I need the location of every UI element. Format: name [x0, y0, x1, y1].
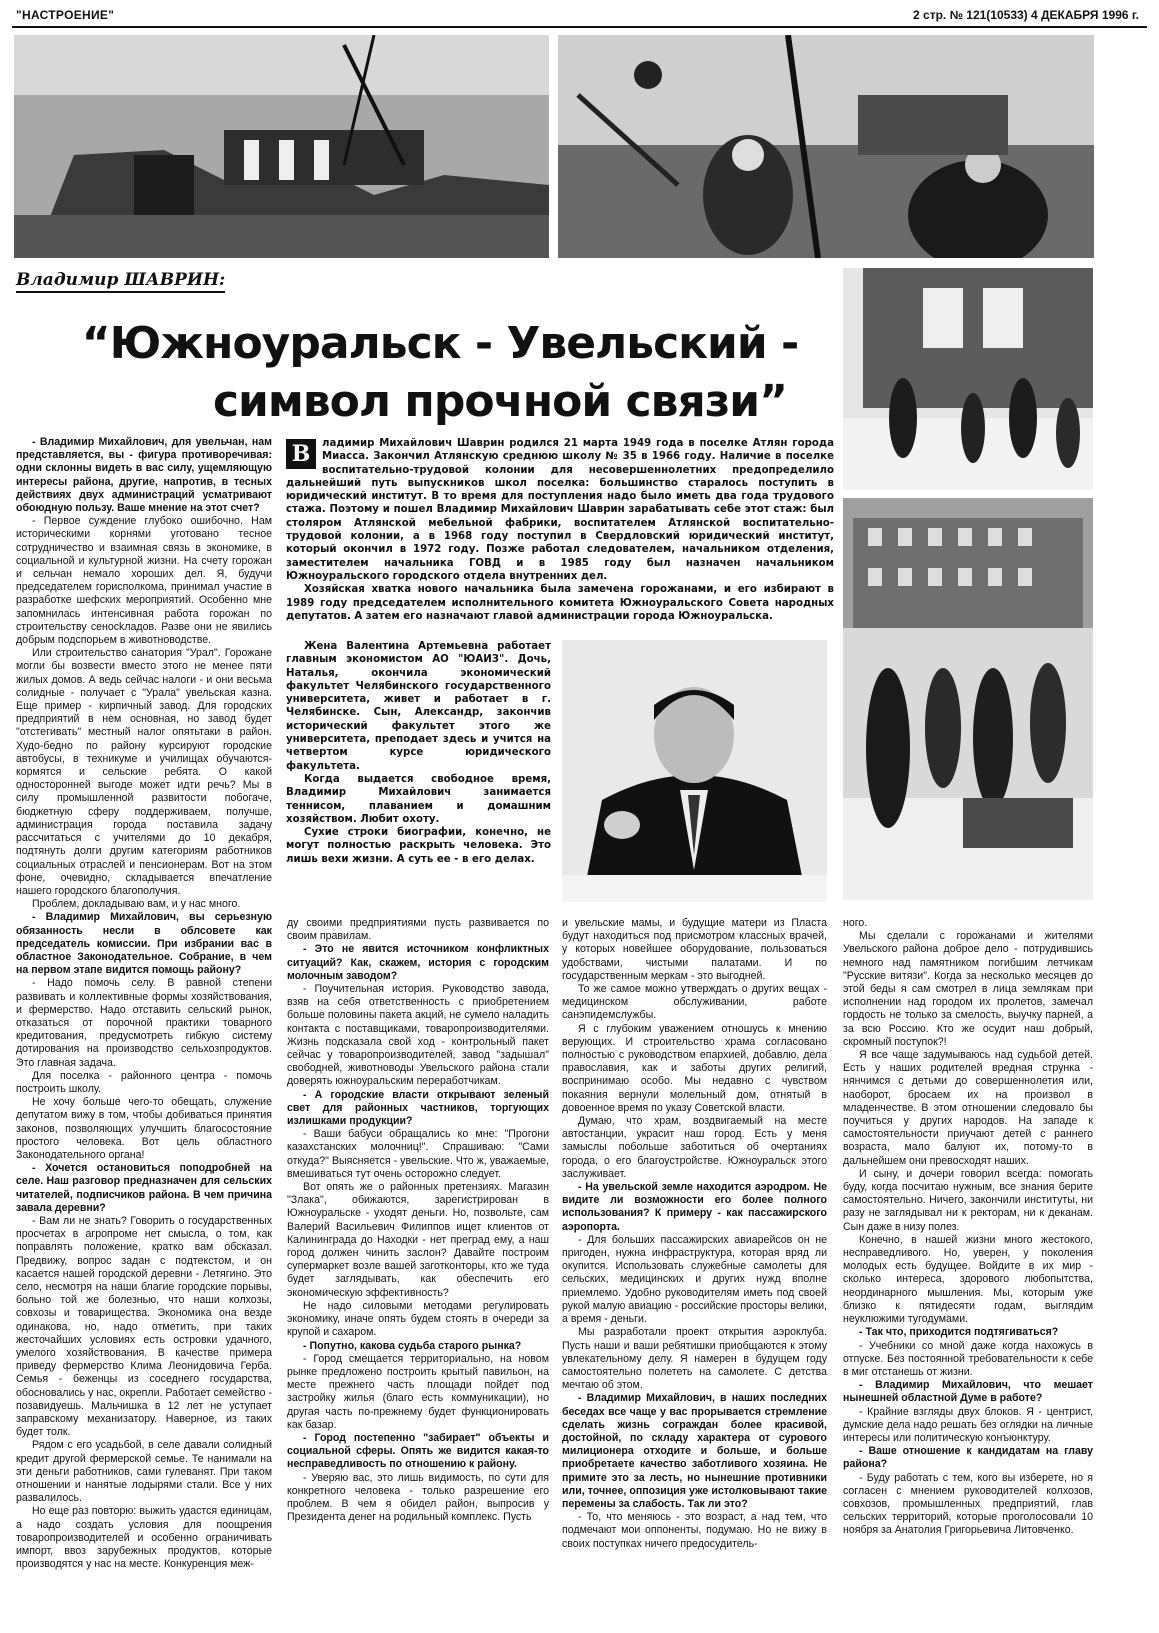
author-byline: Владимир ШАВРИН:: [16, 270, 225, 293]
header-rule: [12, 26, 1147, 28]
answer: Или строительство санатория "Урал". Горожане могли бы возвести вместо этого не менее пяти жилых домов. А ведь сейчас налоги - и они весьма солидные - получает с "Урала" увельская казна. Еще пример - кирпичный завод. Для городских предприятий в нем основная, но завод будет "отстегивать" местный налог опятьтаки в район. Худо-бедно по району курсируют городские автобусы, в техникуме и училищах обучаются-кормятся и сельские ребята. О какой односторонней выгоде может идти речь? Мы в силу промышленной развитости побогаче, бюджетную сферу поддерживаем, получше, администрация города поставила задачу рассчитаться с учителями до 10 декабря, подтянуть долги другим категориям работников социальных отраслей и пенсионерам. Вот на этом фоне, очевидно, складывается впечатление нашего городского благополучия.: [16, 647, 272, 897]
bio-block: [286, 437, 834, 633]
answer: Я все чаще задумываюсь над судьбой детей. Есть у наших родителей вредная струнка - нянчимся с детьми до совершеннолетия или, наоборот, бросаем их на произвол в младенчестве. В этом отношении следовало бы поучиться у других народов. На западе к самостоятельности приучают детей с раннего возраста, мало балуют их, потому-то в дальнейшем они превосходят наших.: [843, 1049, 1093, 1167]
answer: Рядом с его усадьбой, в селе давали солидный кредит другой фермерской семье. Те нанимали на эти деньги работников, сами гулеванят. При таком отношении и нанятые лодырями стали. Все у них развалилось.: [16, 1439, 272, 1505]
section-title: "НАСТРОЕНИЕ": [16, 8, 115, 22]
answer: Не надо силовыми методами регулировать экономику, иначе опять будем стоять в очереди за крупой и сахаром.: [287, 1299, 549, 1339]
text-column-1: [16, 436, 272, 1616]
answer: Проблем, докладываю вам, и у нас много.: [32, 898, 241, 911]
question: - Попутно, какова судьба старого рынка?: [303, 1339, 522, 1352]
photo-portrait: [562, 640, 827, 902]
answer: Мы сделали с горожанами и жителями Увельского района доброе дело - потрудившись немного над памятником погибшим летчикам "Русские витязи". Когда за несколько месяцев до этой беды я сам смотрел в лица землякам при исполнении над городом их пролетов, замечал гордость не только за смелость, выучку парней, а за всю Россию. Кто же осудит наш добрый, скромный поступок?!: [843, 930, 1093, 1048]
answer: Конечно, в нашей жизни много жестокого, несправедливого. Но, уверен, у поколения молодых есть будущее. Войдите в их мир - сколько интереса, здорового любопытства, неординарного мышления. Мы, которым уже близко к пятидесяти годам, выглядим неуклюжими тугодумами.: [843, 1233, 1093, 1326]
answer: Для поселка - районного центра - помочь построить школу.: [16, 1069, 272, 1095]
question: - На увельской земле находится аэродром. Не видите ли возможности его более полного использования? К примеру - как пассажирского аэропорта.: [562, 1181, 827, 1233]
question: - Владимир Михайлович, в наших последних беседах все чаще у вас прорывается стремление сделать жизнь сограждан более красивой, достойной, по складу характера от сурового милиционера отходите и больше, и больше приобретаете качество заботливого хозяина. Не примите это за лесть, но нынешние противники или, точнее, оппозиция уже истолковывают такие перемены за слабость. Так ли это?: [562, 1392, 827, 1510]
bio-paragraph: Когда выдается свободное время, Владимир Михайлович занимается теннисом, плаванием и домашним хозяйством. Любит охоту.: [286, 773, 551, 825]
question: - Владимир Михайлович, вы серьезную обязанность несли в облсовете как председатель комиссии. При избрании вас в областное Законодательное. Собрание, в чем на первом этапе видится помощь району?: [16, 911, 272, 977]
bio-paragraph: Жена Валентина Артемьевна работает главным экономистом АО "ЮАИЗ". Дочь, Наталья, окончила экономический факультет Челябинского государственного университета, живет и работает в г. Челябинске. Сын, Александр, закончив исторический факультет этого же университета, преподает здесь и учится на четвертом курсе юридического факультета.: [286, 641, 551, 772]
bio-family-block: [286, 640, 551, 900]
answer: Думаю, что храм, воздвигаемый на месте автостанции, украсит наш город. Есть у меня замыслы побольше заботиться об очертаниях города, о его благоустройстве. Южноуральск этого заслуживает.: [562, 1115, 827, 1180]
answer: - Ваши бабуси обращались ко мне: "Прогони казахстанских молочниц!". Спрашиваю: "Сами откуда?" Выясняется - увельские. Что ж, уважаемые, вмешиваться тут очень осторожно следует.: [287, 1128, 549, 1180]
bio-paragraph: Сухие строки биографии, конечно, не могут полностью раскрыть человека. Это лишь вехи жизни. А суть ее - в его делах.: [286, 827, 551, 865]
answer: и увельские мамы, и будущие матери из Пласта будут находиться под присмотром классных врачей, у которых новейшее оборудование, пользоваться удобствами, чистыми палатами. И по государственным меркам - это выгодней.: [562, 917, 827, 982]
answer: - Город смещается территориально, на новом рынке предложено построить крытый павильон, на месте прежнего часть площади пойдет под застройку жилья (благо есть коммуникации), но другая часть по-прежнему будет функционировать как базар.: [287, 1352, 549, 1431]
question: - Хочется остановиться поподробней на селе. Наш разговор предназначен для сельских читателей, подписчиков района. В чем причина завала деревни?: [16, 1162, 272, 1214]
text-column-4: [843, 917, 1093, 1617]
answer: - Первое суждение глубоко ошибочно. Нам историческими корнями уготовано тесное сотрудничество и взаимная связь в экономике, в социальной и культурной жизни. На счету горожан и сельчан немало хороших дел. Я, будучи председателем горисполкома, принимал участие в разработке шефских мероприятий. Особенно мне запомнилась интенсивная работа горожан по строительству сеносkладов. Разве они не явились добрым подспорьем в животноводстве.: [16, 515, 272, 647]
answer: Вот опять же о районных претензиях. Магазин "Злака", обижаются, зарегистрирован в Южноуральске - уходят деньги. Но, позвольте, сам Валерий Васильевич Филиппов ищет клиентов от Калининграда до Находки - нет преград ему, а наш город должен чинить заслон? Давайте построим супермаркет возле вашей заготконторы, кто же туда будет заглядывать, как обеспечить его экономическую эффективность?: [287, 1181, 549, 1299]
question: - Владимир Михайлович, для увельчан, нам представляется, вы - фигура противоречивая: одни склонны видеть в вас силу, ущемляющую интересы района, другие, напротив, в тесных действиях двух администраций усматривают обоюдную пользу. Ваше мнение на этот счет?: [16, 436, 272, 515]
photo-crowd-winter: [843, 268, 1093, 490]
headline-line-2: символ прочной связи”: [212, 376, 788, 427]
question: - Это не явится источником конфликтных ситуаций? Как, скажем, история с городским молочным заводом?: [287, 943, 549, 982]
answer: - Надо помочь селу. В равной степени развивать и коллективные формы хозяйствования, и фермерство. Надо отставить сельский рынок, отказаться от порочной практики товарного кредитования, предусмотреть гибкую систему дотирования на производство сельхозпродуктов. Это главная задача.: [16, 977, 272, 1069]
text-column-3: [562, 917, 827, 1617]
issue-info: 2 стр. № 121(10533) 4 ДЕКАБРЯ 1996 г.: [913, 8, 1139, 22]
question: - Город постепенно "забирает" объекты и социальной сферы. Опять же видится какая-то несправедливость по отношению к району.: [287, 1431, 549, 1471]
answer: - Для больших пассажирских авиарейсов он не пригоден, нужна инфраструктура, которая вряд ли окупится. Использовать служебные самолеты для сельских, медицинских и других нужд вполне приемлемо. Удобно руководителям иметь под своей рукой малую авиацию - российские просторы велики, а время - деньги.: [562, 1233, 827, 1326]
question: - Ваше отношение к кандидатам на главу района?: [843, 1445, 1093, 1471]
answer: - Вам ли не знать? Говорить о государственных просчетах в агропроме нет смысла, о том, как поправлять положение, кратко вам обсказал. Предвижу, вопрос задан с подтекстом, и он касается нашей городской деревни - Летягино. Это село, несмотря на наши благие городские порывы, больно той же болезнью, что наши колхозы, совхозы и товарищества. Экономика она везде одинакова, но, надо отметить, при таких жесточайших условиях есть островки удачного, умелого хозяйствования. В качестве примера приведу фермерство Клима Леонидовича Герба. Семья - беженцы из соседнего государства, обосновались у нас, окрепли. Работает семейство - позавидуешь. Мальчишка в 12 лет не уступает заправскому механизатору. Наверное, из таких будет толк.: [16, 1214, 272, 1439]
answer: ного.: [843, 917, 868, 929]
headline-line-1: “Южноуральск - Увельский -: [81, 318, 799, 369]
answer: Не хочу больше чего-то обещать, служение депутатом вижу в том, чтобы добиваться принятия законов, позволяющих улучшить благосостояние простого человека. Вот цель областного Законодательного органа!: [16, 1096, 272, 1161]
text-column-2: [287, 917, 549, 1617]
answer: - Буду работать с тем, кого вы изберете, но я согласен с мнением руководителей колхозов, совхозов, промышленных предприятий, глав сельских территорий, которые проголосовали 10 ноября за Анатолия Григорьевича Литовченко.: [843, 1471, 1093, 1537]
answer: Но еще раз повторю: выжить удастся единицам, а надо создать условия для поощрения товаропроизводителей и особенно ограничивать импорт, ввоз зарубежных продуктов, которые производятся у нас на месте. Конкуренция меж-: [16, 1505, 272, 1571]
bio-paragraph: Хозяйская хватка нового начальника была замечена горожанами, и его избирают в 1989 году председателем исполнительного комитета Южноуральского Совета народных депутатов. А затем его назначают главой администрации города Южноуральска.: [286, 584, 834, 622]
answer: - Крайние взгляды двух блоков. Я - центрист, думские дела надо решать без оглядки на личные интересы или политическую конъюнктуру.: [843, 1405, 1093, 1444]
question: - Так что, приходится подтягиваться?: [859, 1326, 1059, 1339]
answer: - То, что меняюсь - это возраст, а над тем, что подмечают мои оппоненты, подумаю. Но не вижу в своих поступках ничего предосудитель-: [562, 1511, 827, 1550]
answer: - Поучительная история. Руководство завода, взяв на себя ответственность с приобретением больше половины пакета акций, не сумело наладить контакта с поставщиками, товаропроизводителями. Жизнь подсказала свой ход - контрольный пакет сейчас у товаропроизводителей, завод "задышал" свободней, животноводы Увельского района стали доверять южноуральским переработчикам.: [287, 983, 549, 1088]
photo-street-crowd: [843, 498, 1093, 900]
answer: И сыну, и дочери говорил всегда: помогать буду, когда посчитаю нужным, все знания берите самостоятельно. Ничего, закончили институты, ни разу не заглядывал ни к ректорам, ни к деканам. Сын даже в низу полез.: [843, 1167, 1093, 1233]
answer: ду своими предприятиями пусть развивается по своим правилам.: [287, 917, 549, 943]
bio-paragraph: ладимир Михайлович Шаврин родился 21 марта 1949 года в поселке Атлян города Миасса. Закончил Атлянскую среднюю школу № 35 в 1966 году. Наличие в поселке воспитательно-трудовой колонии для несовершеннолетних предопределило дальнейший путь выпускников школ поселка: большинство старалось поступить в юридический институт. В то время для поступления надо было иметь два года трудового стажа. Поэтому и пошел Владимир Михайлович Шаврин зарабатывать себе этот стаж: был столяром Атлянской мебельной фабрики, воспитателем Атлянской воспитательно-трудовой колонии, а в 1968 году поступил в Свердловский юридический институт, который окончил в 1972 году. Позже работал следователем, начальником отделения, заместителем начальника ГОВД и в 1985 году был назначен начальником Южноуральского городского отдела внутренних дел.: [286, 438, 834, 582]
photo-workers: [558, 35, 1094, 258]
answer: Мы разработали проект открытия аэроклуба. Пусть наши и ваши ребятишки приобщаются к этому увлекательному делу. Я намерен в будущем году самостоятельно полететь на самолете. С детства мечтаю об этом.: [562, 1326, 827, 1392]
answer: - Уверяю вас, это лишь видимость, по сути для конкретного человека - только разрешение его проблем. В чем я обидел район, выпросив у Президента денег на родильный комплекс. Пусть: [287, 1471, 549, 1524]
answer: То же самое можно утверждать о других вещах - медицинском обслуживании, работе санэпидемслужбы.: [562, 983, 827, 1022]
question: - А городские власти открывают зеленый свет для районных частников, торгующих излишками продукции?: [287, 1088, 549, 1128]
answer: Я с глубоким уважением отношусь к мнению верующих. И строительство храма согласовано полностью с руководством епархией, добавлю, дела православия, как и заботы других религий, воспринимаю особо. Мы недавно с чувством покаяния вернули молельный дом, отнятый в довоенное время по указу Советской власти.: [562, 1022, 827, 1114]
question: - Владимир Михайлович, что мешает нынешней областной Думе в работе?: [843, 1379, 1093, 1405]
dropcap: В: [286, 439, 316, 469]
photo-construction: [14, 35, 549, 258]
answer: - Учебники со мной даже когда нахожусь в отпуске. Без постоянной требовательности к себе в миг отстанешь от жизни.: [843, 1339, 1093, 1378]
